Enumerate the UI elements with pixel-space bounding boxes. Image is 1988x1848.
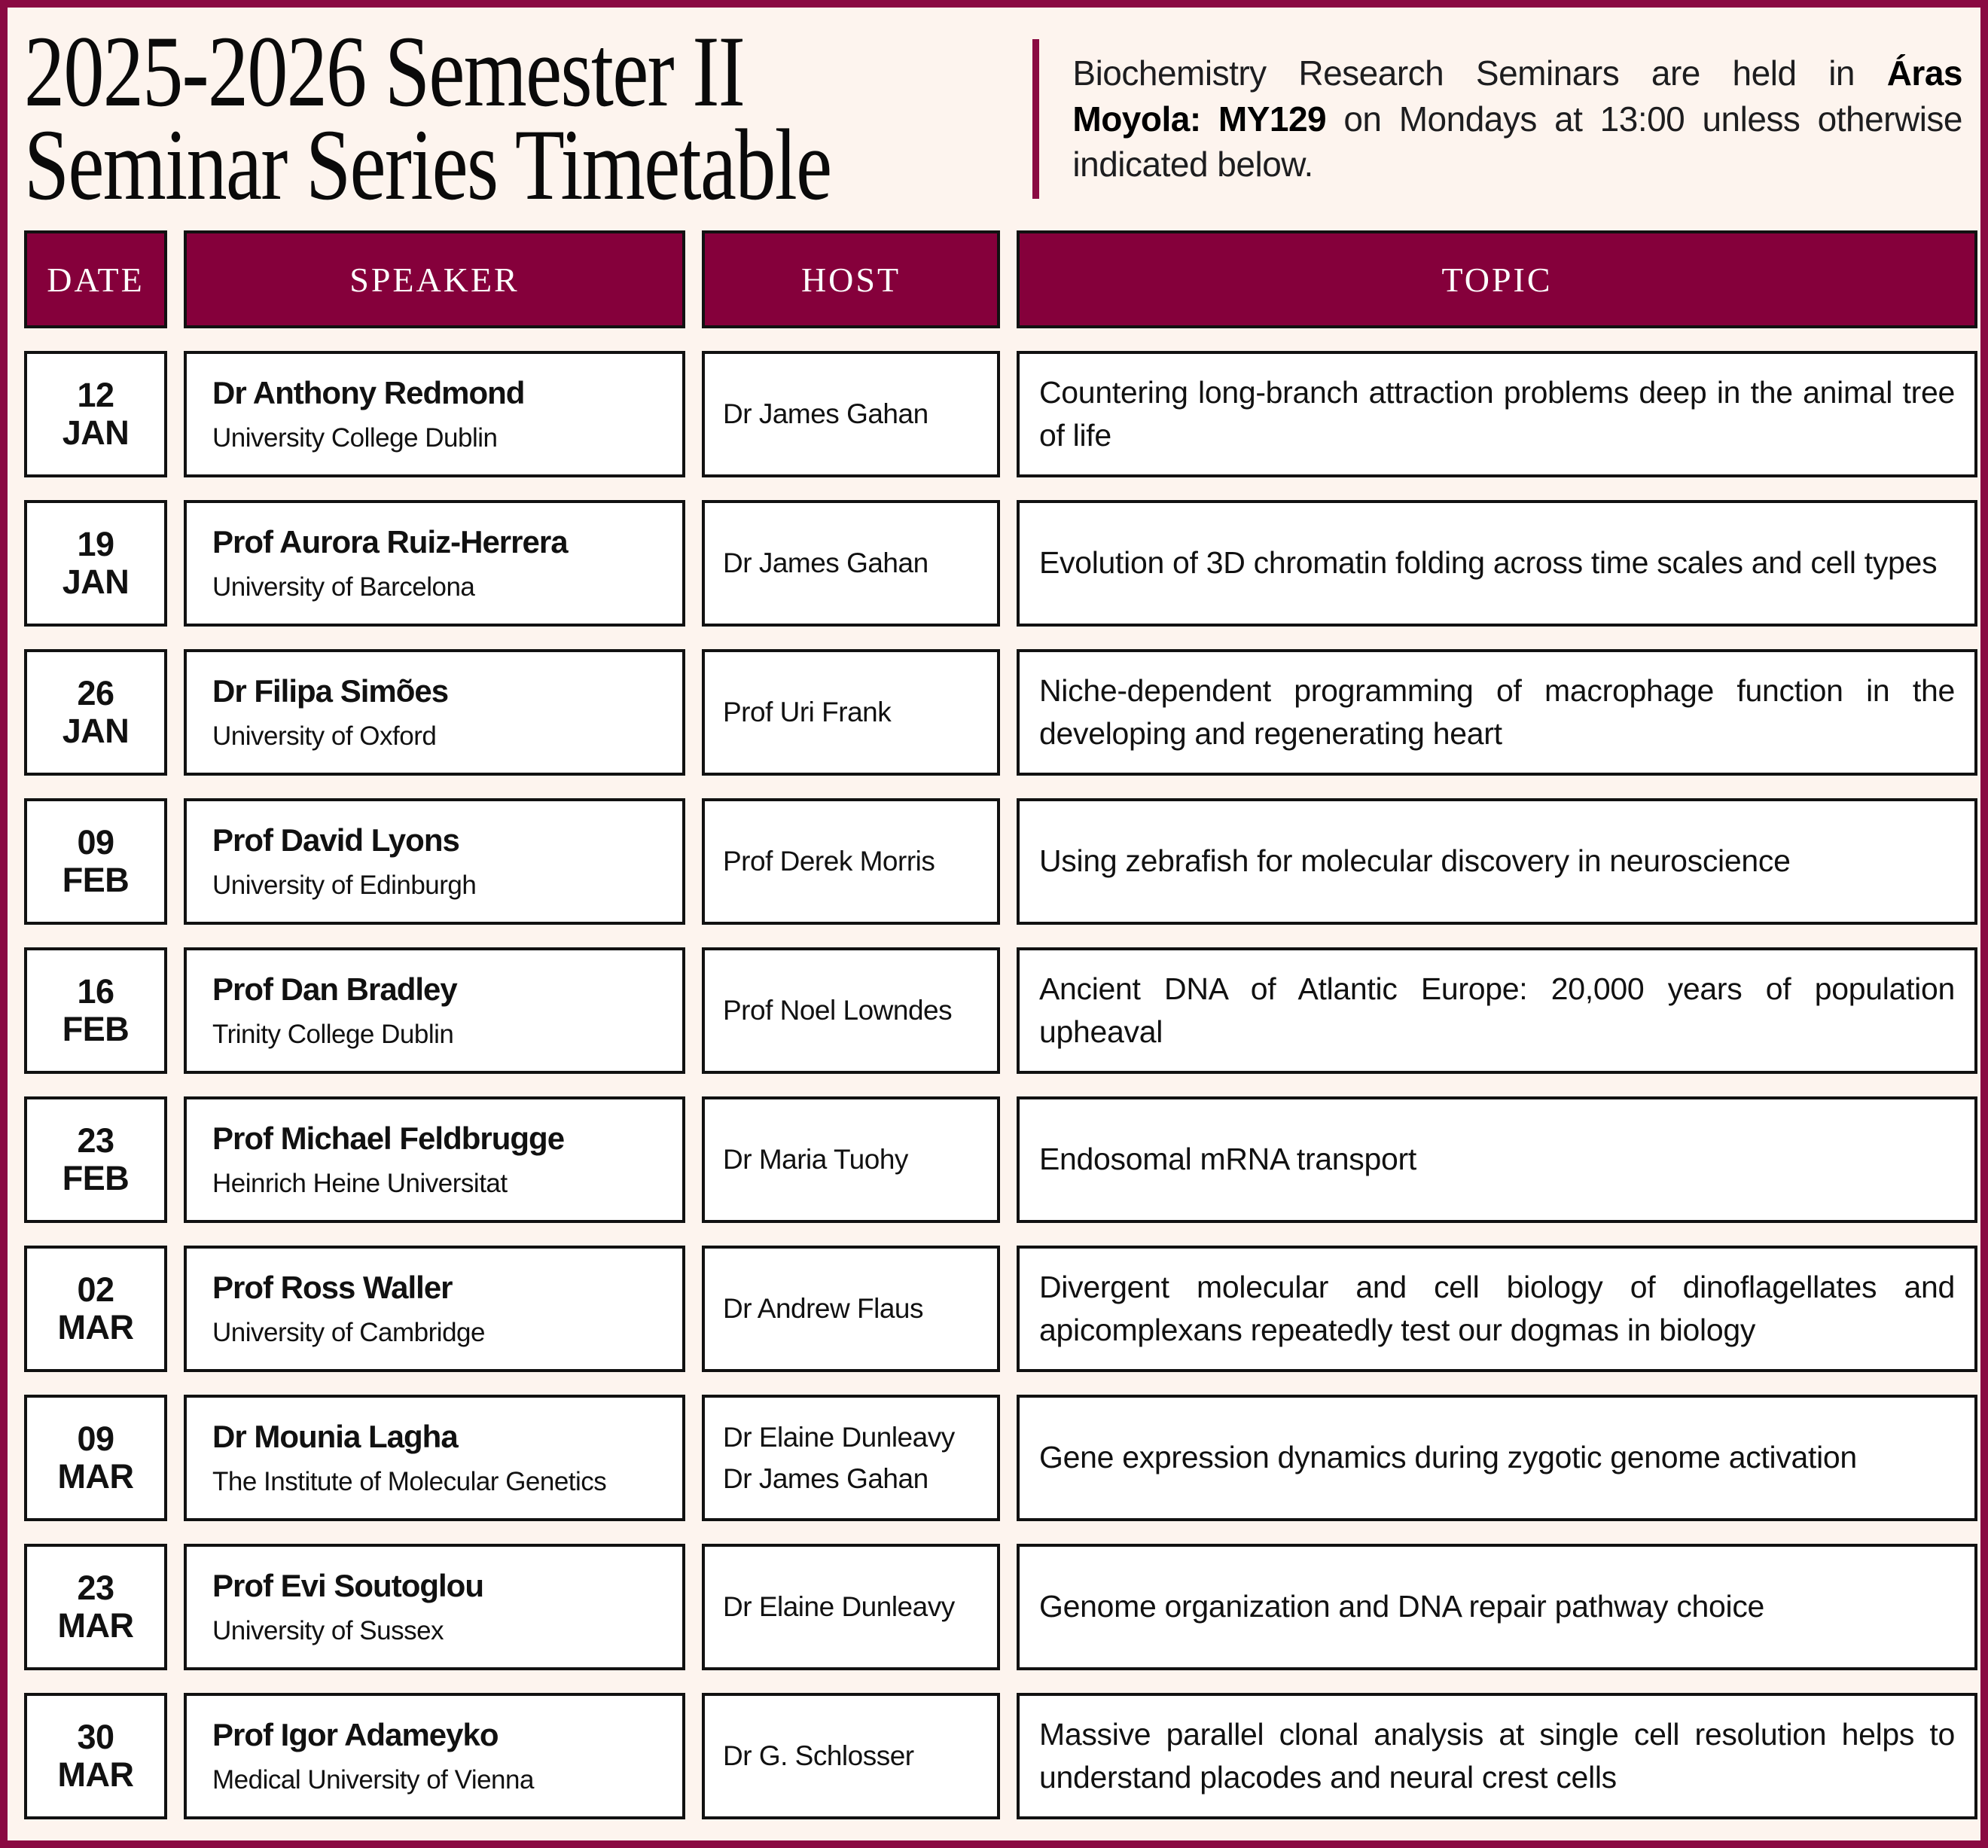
speaker-name: Prof Ross Waller [212,1269,453,1305]
intro-post: on Mondays at 13:00 unless otherwise indicated below. [1072,99,1963,184]
intro-text [1072,50,1962,188]
host-cell [702,1395,1000,1521]
speaker-name: Prof Igor Adameyko [212,1716,499,1752]
topic-cell [1017,1544,1977,1670]
speaker-affiliation: Heinrich Heine Universitat [212,1168,508,1198]
topic-cell [1017,1395,1977,1521]
host-cell [702,351,1000,477]
intro-pre: Biochemistry Research Seminars are held in [1072,53,1887,93]
date-day: 26 [77,673,114,712]
speaker-cell [184,1395,685,1521]
title-line-2: Seminar Series Timetable [24,109,831,221]
date-cell [24,1096,167,1223]
column-header-date: DATE [24,230,167,328]
topic-cell [1017,1096,1977,1223]
speaker-cell [184,947,685,1074]
topic-cell [1017,649,1977,776]
host-cell [702,1693,1000,1819]
speaker-name: Prof Aurora Ruiz-Herrera [212,523,568,560]
date-cell [24,649,167,776]
speaker-name: Prof Dan Bradley [212,971,457,1007]
speaker-affiliation: Medical University of Vienna [212,1764,534,1795]
date-cell [24,1693,167,1819]
host-name: Dr Andrew Flaus [723,1293,923,1325]
date-month: FEB [62,1010,130,1048]
topic-text: Countering long-branch attraction problems deep in the animal tree of life [1039,374,1955,453]
date-month: MAR [57,1606,134,1645]
topic-text: Ancient DNA of Atlantic Europe: 20,000 years of population upheaval [1039,971,1955,1049]
date-month: JAN [62,563,130,601]
title-divider [1032,39,1039,199]
speaker-cell [184,798,685,925]
speaker-affiliation: University College Dublin [212,422,498,453]
speaker-affiliation: University of Edinburgh [212,870,477,900]
speaker-name: Prof Michael Feldbrugge [212,1120,565,1156]
host-name: Prof Noel Lowndes [723,995,953,1026]
topic-cell [1017,947,1977,1074]
title-line-1: 2025-2026 Semester II [24,15,745,128]
host-name: Dr Elaine Dunleavy [723,1421,955,1453]
date-month: MAR [57,1755,134,1794]
poster-title [24,15,1032,221]
column-header-speaker: SPEAKER [184,230,685,328]
host-name: Dr Elaine Dunleavy [723,1591,955,1623]
date-month: MAR [57,1457,134,1496]
date-day: 23 [77,1568,114,1607]
date-cell [24,500,167,627]
topic-cell [1017,500,1977,627]
speaker-affiliation: University of Oxford [212,721,437,751]
date-cell [24,351,167,477]
topic-text: Divergent molecular and cell biology of dinoflagellates and apicomplexans repeatedly test our dogmas in biology [1039,1269,1955,1347]
speaker-affiliation: University of Barcelona [212,572,475,602]
date-month: JAN [62,712,130,750]
date-day: 16 [77,971,114,1011]
speaker-affiliation: University of Cambridge [212,1317,485,1347]
date-month: FEB [62,861,130,899]
date-day: 23 [77,1121,114,1160]
host-name: Prof Derek Morris [723,846,935,877]
topic-text: Endosomal mRNA transport [1039,1142,1416,1177]
speaker-affiliation: The Institute of Molecular Genetics [212,1466,607,1496]
timetable [24,230,1962,1819]
date-day: 09 [77,1419,114,1458]
topic-cell [1017,351,1977,477]
date-day: 30 [77,1717,114,1756]
host-name-2: Dr James Gahan [723,1463,928,1494]
topic-cell [1017,1693,1977,1819]
date-cell [24,798,167,925]
speaker-name: Prof David Lyons [212,822,459,858]
host-name: Dr James Gahan [723,398,928,430]
topic-cell [1017,798,1977,925]
topic-cell [1017,1246,1977,1372]
speaker-cell [184,1246,685,1372]
topic-text: Niche-dependent programming of macrophage function in the developing and regenerating heart [1039,672,1955,751]
host-name: Dr Maria Tuohy [723,1144,908,1176]
host-cell [702,798,1000,925]
host-cell [702,947,1000,1074]
date-cell [24,947,167,1074]
host-cell [702,649,1000,776]
speaker-name: Dr Mounia Lagha [212,1418,458,1454]
speaker-cell [184,1544,685,1670]
date-day: 12 [77,375,114,414]
speaker-affiliation: Trinity College Dublin [212,1019,454,1049]
host-name: Prof Uri Frank [723,697,892,728]
date-month: JAN [62,413,130,452]
date-cell [24,1395,167,1521]
host-cell [702,1544,1000,1670]
host-cell [702,1096,1000,1223]
host-cell [702,500,1000,627]
intro-location: Áras Moyola: MY129 [1072,53,1962,139]
date-day: 02 [77,1270,114,1309]
host-cell [702,1246,1000,1372]
date-day: 19 [77,524,114,563]
speaker-cell [184,500,685,627]
speaker-cell [184,1096,685,1223]
poster-header [24,8,1962,230]
speaker-name: Dr Filipa Simões [212,672,449,709]
speaker-cell [184,649,685,776]
host-name: Dr G. Schlosser [723,1740,914,1772]
date-month: MAR [57,1308,134,1346]
speaker-name: Prof Evi Soutoglou [212,1567,483,1603]
host-name: Dr James Gahan [723,547,928,579]
topic-text: Using zebrafish for molecular discovery in neuroscience [1039,843,1791,879]
column-header-host: HOST [702,230,1000,328]
date-day: 09 [77,822,114,861]
column-header-topic: TOPIC [1017,230,1977,328]
speaker-cell [184,1693,685,1819]
speaker-name: Dr Anthony Redmond [212,374,525,410]
date-cell [24,1544,167,1670]
topic-text: Genome organization and DNA repair pathway choice [1039,1589,1765,1624]
speaker-affiliation: University of Sussex [212,1615,444,1645]
topic-text: Evolution of 3D chromatin folding across time scales and cell types [1039,545,1938,581]
date-month: FEB [62,1159,130,1197]
date-cell [24,1246,167,1372]
topic-text: Massive parallel clonal analysis at single cell resolution helps to understand placodes and neural crest cells [1039,1716,1955,1795]
topic-text: Gene expression dynamics during zygotic genome activation [1039,1440,1857,1475]
speaker-cell [184,351,685,477]
